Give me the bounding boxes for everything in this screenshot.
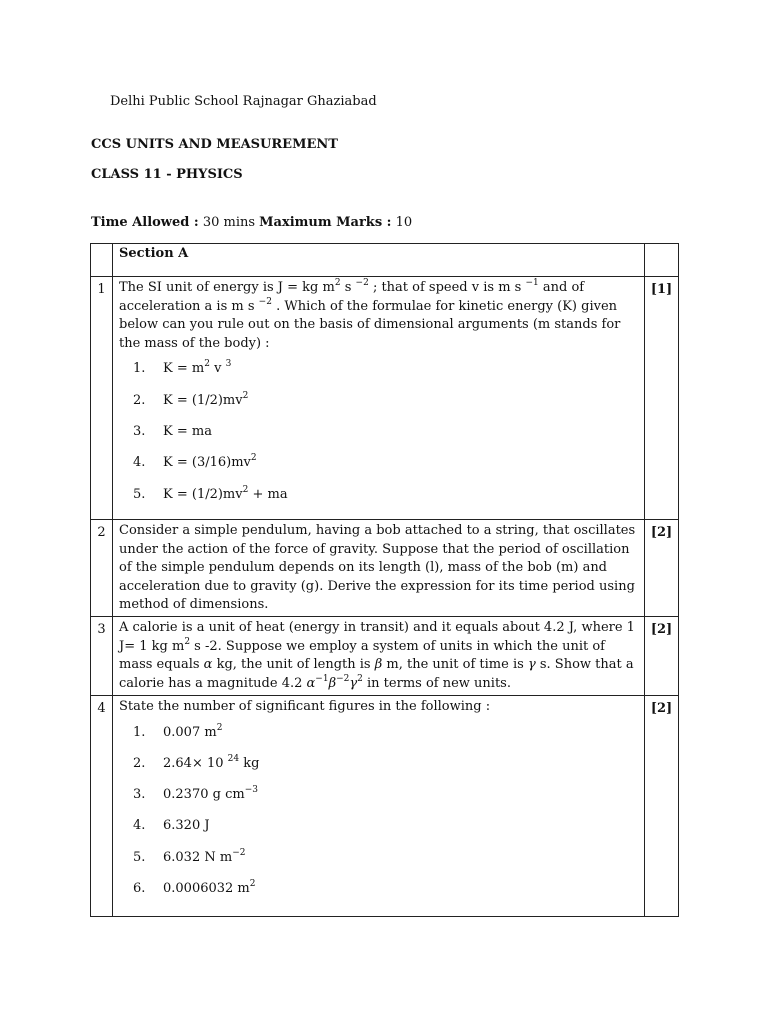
option-number: 2. [133, 755, 146, 771]
option-expression [163, 842, 245, 873]
question-number-text: 2 [97, 525, 106, 540]
list-item [119, 873, 638, 904]
option-number: 5. [133, 849, 146, 865]
question-marks-text: [2] [650, 701, 673, 716]
list-item [119, 353, 638, 384]
options-list [119, 717, 638, 905]
marks-label: Maximum Marks : [259, 215, 392, 230]
option-expression [163, 748, 259, 779]
question-body [113, 696, 645, 917]
option-expression [163, 385, 248, 416]
question-number [91, 520, 113, 617]
q1-sup2: −2 [355, 278, 369, 288]
q1-text-e: . Which of the formulae for kinetic energy (K) given below can you rule out on the basis of dimensional arguments (m stands for the mass of the body) : [119, 298, 621, 351]
beta-symbol: β [374, 657, 383, 673]
option-base: 2.64× 10 [163, 755, 228, 771]
q3-sup-alpha: −1 [315, 673, 329, 684]
q3-text-a: A calorie is a unit of heat (energy in transit) and it equals about 4.2 J, where 1 J= 1 kg m [119, 620, 635, 654]
time-value: 30 mins [198, 215, 260, 230]
question-marks-text: [1] [650, 282, 673, 297]
q3-sup-beta: −2 [336, 673, 350, 684]
question-marks [645, 277, 679, 520]
option-sup: −3 [244, 785, 258, 796]
option-sup: 2 [250, 453, 257, 464]
question-marks-text: [2] [650, 622, 673, 637]
option-number: 3. [133, 423, 146, 439]
option-number: 2. [133, 392, 146, 408]
question-row-2 [91, 520, 679, 617]
question-body [113, 520, 645, 617]
option-sup: 2 [242, 390, 249, 401]
question-number-text: 1 [97, 282, 106, 297]
option-tail: kg [239, 755, 260, 771]
list-item [119, 748, 638, 779]
option-number: 5. [133, 486, 146, 502]
q3-sup-gamma: 2 [357, 673, 363, 684]
option-number: 6. [133, 881, 146, 897]
question-marks [645, 696, 679, 917]
q3-text-c: kg, the unit of length is [212, 657, 375, 673]
q1-sup3: −1 [525, 278, 539, 288]
option-sup: 2 [204, 359, 210, 370]
marks-value: 10 [391, 215, 413, 230]
list-item [119, 447, 638, 478]
question-text: Consider a simple pendulum, having a bob attached to a string, that oscillates under the action of the force of gravity. Suppose that the period of oscillation of the simple pendulum depends on its length (l), mass of the bob (m) and acceleration due to gravity (g). Derive the expression for its time period using method of dimensions. [119, 523, 636, 613]
option-base: K = (1/2)mv [163, 392, 243, 408]
option-number: 1. [133, 361, 146, 377]
question-number [91, 277, 113, 520]
q3-sup1: 2 [184, 636, 191, 647]
option-mid: v [209, 361, 222, 377]
section-marks-cell [645, 244, 679, 277]
list-item [119, 416, 638, 447]
list-item [119, 479, 638, 510]
option-base: K = m [163, 361, 205, 377]
option-number: 1. [133, 724, 146, 740]
question-row-3 [91, 617, 679, 696]
alpha-symbol: α [203, 657, 213, 673]
question-text: State the number of significant figures in the following : [119, 699, 491, 714]
question-table [90, 243, 679, 917]
gamma-symbol: γ [349, 675, 358, 691]
list-item [119, 779, 638, 810]
options-list [119, 353, 638, 509]
q1-sup4: −2 [258, 296, 272, 307]
question-marks [645, 617, 679, 696]
option-sup: 2 [216, 722, 223, 733]
option-number: 3. [133, 787, 146, 803]
list-item [119, 810, 638, 841]
option-expression [163, 416, 212, 447]
question-body [113, 277, 645, 520]
q1-sup1: 2 [334, 278, 341, 288]
q1-text-a: The SI unit of energy is J = kg m [119, 280, 335, 295]
school-name: Delhi Public School Rajnagar Ghaziabad [110, 94, 377, 109]
option-sup: 2 [249, 879, 256, 890]
q1-text-c: ; that of speed v is m s [368, 280, 522, 295]
option-base: 6.320 J [163, 818, 210, 834]
question-number-text: 4 [97, 701, 106, 716]
question-row-4 [91, 696, 679, 917]
class-subject: CLASS 11 - PHYSICS [91, 167, 243, 182]
option-sup: 2 [242, 484, 249, 495]
option-expression [163, 717, 222, 748]
beta-symbol: β [328, 675, 337, 691]
section-header-row [91, 244, 679, 277]
q3-text-e: s. Show that a calorie has a magnitude 4.2 [119, 657, 634, 691]
time-marks-line [91, 215, 412, 230]
option-base: 0.2370 g cm [163, 787, 245, 803]
option-base: 0.0006032 m [163, 881, 250, 897]
list-item [119, 842, 638, 873]
time-label: Time Allowed : [91, 215, 199, 230]
option-base: K = (3/16)mv [163, 455, 251, 471]
option-expression [163, 353, 231, 384]
section-num-cell [91, 244, 113, 277]
option-base: 6.032 N m [163, 849, 233, 865]
option-base: K = ma [163, 423, 212, 439]
question-text [119, 277, 638, 353]
option-expression [163, 447, 257, 478]
worksheet-title: CCS UNITS AND MEASUREMENT [91, 137, 338, 152]
q3-text-d: m, the unit of time is [382, 657, 528, 673]
option-sup: 24 [227, 753, 240, 764]
question-body [113, 617, 645, 696]
option-number: 4. [133, 455, 146, 471]
question-text [119, 617, 638, 693]
question-marks [645, 520, 679, 617]
option-number: 4. [133, 818, 146, 834]
option-base: K = (1/2)mv [163, 486, 243, 502]
gamma-symbol: γ [527, 657, 536, 673]
section-title: Section A [113, 244, 645, 277]
question-number [91, 617, 113, 696]
alpha-symbol: α [306, 675, 316, 691]
option-expression [163, 479, 288, 510]
question-row-1 [91, 277, 679, 520]
option-expression [163, 873, 256, 904]
question-number [91, 696, 113, 917]
q3-text-f: in terms of new units. [362, 675, 511, 691]
q1-text-b: s [340, 280, 352, 295]
option-tail: + ma [248, 486, 288, 502]
q3-text-b: s -2. Suppose we employ a system of units in which the unit of mass equals [119, 638, 605, 673]
list-item [119, 385, 638, 416]
question-number-text: 3 [97, 622, 106, 637]
option-base: 0.007 m [163, 724, 217, 740]
question-marks-text: [2] [650, 525, 673, 540]
option-sup: −2 [232, 847, 246, 858]
q1-text-d: and of acceleration a is m s [119, 280, 585, 314]
option-sup: 3 [225, 359, 232, 370]
list-item [119, 717, 638, 748]
option-expression [163, 779, 258, 810]
option-expression [163, 810, 210, 841]
